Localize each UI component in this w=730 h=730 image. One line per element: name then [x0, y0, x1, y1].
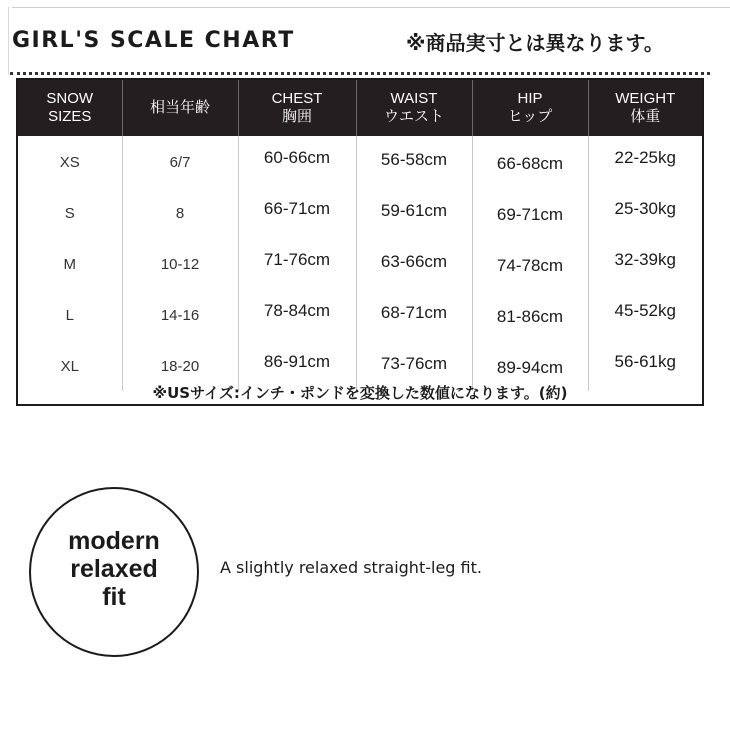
fit-description: A slightly relaxed straight-leg fit.	[220, 558, 482, 577]
cell-age: 18-20	[122, 340, 238, 391]
header-weight: WEIGHT 体重	[588, 80, 702, 136]
cell-weight: 32-39kg	[588, 238, 702, 289]
cell-size: XL	[60, 358, 79, 375]
cell-weight: 45-52kg	[588, 289, 702, 340]
cell-hip: 69-71cm	[472, 187, 588, 238]
title-row	[12, 26, 722, 60]
top-border-line	[12, 7, 730, 8]
cell-weight: 56-61kg	[588, 340, 702, 391]
cell-age: 10-12	[122, 238, 238, 289]
table-header-row	[18, 80, 702, 136]
table-footnote: ※USサイズ:インチ・ポンドを変換した数値になります。(約)	[152, 384, 568, 402]
cell-weight: 22-25kg	[588, 136, 702, 187]
header-hip: HIP ヒップ	[472, 80, 588, 136]
fit-badge-line: modern	[68, 527, 160, 555]
table-row	[18, 289, 702, 340]
cell-hip: 81-86cm	[472, 289, 588, 340]
cell-hip: 89-94cm	[472, 340, 588, 391]
header-waist: WAIST ウエスト	[356, 80, 472, 136]
cell-waist: 73-76cm	[356, 340, 472, 391]
cell-waist: 59-61cm	[356, 187, 472, 238]
cell-age: 6/7	[122, 136, 238, 187]
cell-chest: 71-76cm	[238, 238, 356, 289]
cell-chest: 78-84cm	[238, 289, 356, 340]
cell-hip: 74-78cm	[472, 238, 588, 289]
cell-size: XS	[59, 154, 80, 171]
cell-age: 8	[122, 187, 238, 238]
header-age: 相当年齢	[122, 80, 238, 136]
size-table	[18, 80, 702, 391]
left-border-line	[8, 7, 9, 75]
cell-weight: 25-30kg	[588, 187, 702, 238]
fit-badge-text	[31, 527, 197, 611]
cell-age: 14-16	[122, 289, 238, 340]
cell-size: L	[65, 307, 74, 324]
fit-badge-line: fit	[102, 583, 126, 611]
cell-chest: 86-91cm	[238, 340, 356, 391]
cell-chest: 60-66cm	[238, 136, 356, 187]
cell-waist: 56-58cm	[356, 136, 472, 187]
header-chest: CHEST 胸囲	[238, 80, 356, 136]
cell-waist: 63-66cm	[356, 238, 472, 289]
cell-chest: 66-71cm	[238, 187, 356, 238]
cell-hip: 66-68cm	[472, 136, 588, 187]
title-note: ※商品実寸とは異なります。	[406, 31, 664, 55]
cell-waist: 68-71cm	[356, 289, 472, 340]
dotted-divider	[10, 72, 710, 75]
cell-size: S	[64, 205, 75, 222]
fit-badge-line: relaxed	[70, 555, 158, 583]
table-row	[18, 238, 702, 289]
cell-size: M	[63, 256, 76, 273]
table-row	[18, 187, 702, 238]
header-snow-sizes: SNOW SIZES	[18, 80, 122, 136]
table-row	[18, 136, 702, 187]
chart-title: GIRL'S SCALE CHART	[12, 28, 295, 53]
size-chart	[16, 78, 704, 406]
fit-badge	[29, 487, 199, 657]
